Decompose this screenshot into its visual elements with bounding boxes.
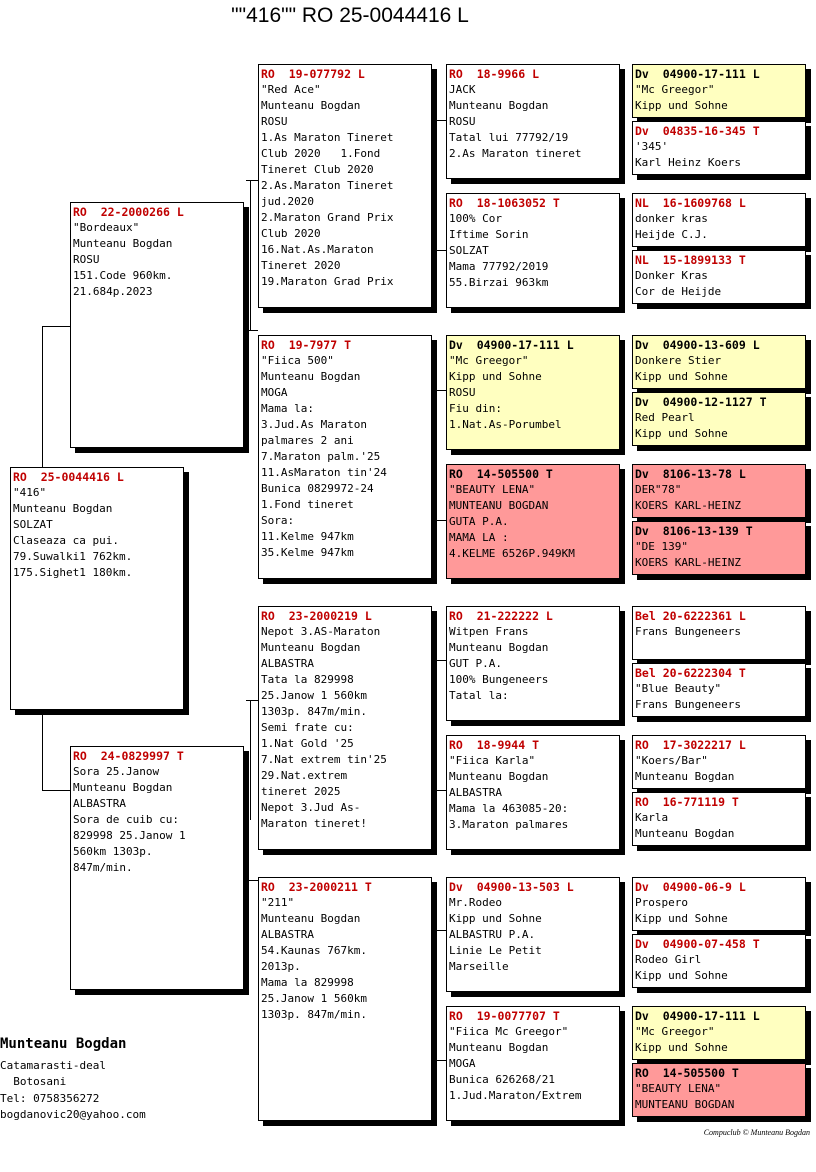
bird-info-line: Kipp und Sohne bbox=[635, 912, 728, 925]
ring-number: Dv 04900-12-1127 T bbox=[635, 395, 767, 409]
g4-card bbox=[632, 735, 806, 789]
ring-number: Dv 04900-17-111 L bbox=[449, 338, 574, 352]
g4-card bbox=[632, 521, 806, 575]
ring-number: RO 23-2000211 T bbox=[261, 880, 372, 894]
g4-card bbox=[632, 335, 806, 389]
bird-info-line: Munteanu Bogdan bbox=[449, 1041, 549, 1054]
ring-number: Dv 04835-16-345 T bbox=[635, 124, 760, 138]
bird-info-line: 847m/min. bbox=[73, 861, 133, 874]
bird-info-line: 829998 25.Janow 1 bbox=[73, 829, 186, 842]
bird-info-line: Tata la 829998 bbox=[261, 673, 354, 686]
sdd-card bbox=[446, 464, 620, 579]
bird-info-line: tineret 2025 bbox=[261, 785, 341, 798]
bird-info-line: Fiu din: bbox=[449, 402, 502, 415]
bird-info-line: ROSU bbox=[73, 253, 100, 266]
bird-info-line: 1303p. 847m/min. bbox=[261, 1008, 367, 1021]
bird-info-line: Frans Bungeneers bbox=[635, 698, 741, 711]
connector bbox=[246, 180, 258, 181]
bird-info-line: "Mc Greegor" bbox=[449, 354, 529, 367]
bird-info-line: Maraton tineret! bbox=[261, 817, 367, 830]
bird-info-line: Kipp und Sohne bbox=[635, 99, 728, 112]
bird-info-line: SOLZAT bbox=[13, 518, 53, 531]
bird-info-line: "416" bbox=[13, 486, 47, 499]
bird-info-line: ROSU bbox=[449, 386, 476, 399]
bird-info-line: Tineret 2020 bbox=[261, 259, 341, 272]
bird-info-line: "BEAUTY LENA" bbox=[635, 1082, 722, 1095]
g4-card bbox=[632, 121, 806, 175]
g4-card bbox=[632, 792, 806, 846]
ring-number: RO 19-077792 L bbox=[261, 67, 365, 81]
bird-info-line: Munteanu Bogdan bbox=[73, 781, 173, 794]
bird-info-line: 7.Maraton palm.'25 bbox=[261, 450, 381, 463]
connector bbox=[246, 880, 258, 881]
bird-info-line: 3.Maraton palmares bbox=[449, 818, 569, 831]
bird-info-line: 79.Suwalki1 762km. bbox=[13, 550, 133, 563]
footer-credit: Compuclub © Munteanu Bogdan bbox=[703, 1128, 810, 1137]
bird-info-line: 1.Jud.Maraton/Extrem bbox=[449, 1089, 582, 1102]
bird-info-line: Kipp und Sohne bbox=[449, 912, 542, 925]
ring-number: RO 25-0044416 L bbox=[13, 470, 124, 484]
bird-info-line: "Mc Greegor" bbox=[635, 83, 715, 96]
bird-info-line: KOERS KARL-HEINZ bbox=[635, 499, 741, 512]
ring-number: Bel 20-6222304 T bbox=[635, 666, 746, 680]
connector bbox=[42, 326, 70, 327]
connector bbox=[436, 930, 446, 931]
bird-info-line: 25.Janow 1 560km bbox=[261, 992, 367, 1005]
bird-info-line: Iftime Sorin bbox=[449, 228, 529, 241]
ring-number: NL 16-1609768 L bbox=[635, 196, 746, 210]
sds-card bbox=[446, 335, 620, 450]
bird-info-line: Donkere Stier bbox=[635, 354, 722, 367]
bird-info-line: Munteanu Bogdan bbox=[635, 770, 735, 783]
g4-card bbox=[632, 64, 806, 118]
bird-info-line: 2.Maraton Grand Prix bbox=[261, 211, 394, 224]
bird-info-line: Munteanu Bogdan bbox=[261, 912, 361, 925]
bird-info-line: GUTA P.A. bbox=[449, 515, 509, 528]
bird-info-line: 2.As.Maraton Tineret bbox=[261, 179, 394, 192]
bird-info-line: Heijde C.J. bbox=[635, 228, 708, 241]
bird-info-line: "211" bbox=[261, 896, 295, 909]
bird-info-line: Kipp und Sohne bbox=[449, 370, 542, 383]
owner-address-line: Botosani bbox=[0, 1075, 67, 1088]
bird-info-line: Semi frate cu: bbox=[261, 721, 354, 734]
bird-info-line: "DE 139" bbox=[635, 540, 688, 553]
ssd-card bbox=[446, 193, 620, 308]
bird-info-line: KOERS KARL-HEINZ bbox=[635, 556, 741, 569]
bird-info-line: 7.Nat extrem tin'25 bbox=[261, 753, 387, 766]
ring-number: Dv 04900-13-609 L bbox=[635, 338, 760, 352]
connector bbox=[436, 1060, 446, 1061]
ring-number: RO 14-505500 T bbox=[635, 1066, 739, 1080]
bird-info-line: Tatal lui 77792/19 bbox=[449, 131, 569, 144]
bird-info-line: Red Pearl bbox=[635, 411, 695, 424]
g4-card bbox=[632, 464, 806, 518]
bird-info-line: 25.Janow 1 560km bbox=[261, 689, 367, 702]
bird-info-line: MOGA bbox=[449, 1057, 476, 1070]
ring-number: NL 15-1899133 T bbox=[635, 253, 746, 267]
owner-address-line: Catamarasti-deal bbox=[0, 1059, 106, 1072]
g4-card bbox=[632, 392, 806, 446]
owner-phone: Tel: 0758356272 bbox=[0, 1092, 100, 1105]
bird-info-line: Sora: bbox=[261, 514, 295, 527]
bird-info-line: ALBASTRA bbox=[449, 786, 502, 799]
bird-info-line: Munteanu Bogdan bbox=[13, 502, 113, 515]
bird-info-line: "Fiica Mc Greegor" bbox=[449, 1025, 569, 1038]
bird-info-line: 2013p. bbox=[261, 960, 301, 973]
ring-number: Dv 04900-06-9 L bbox=[635, 880, 746, 894]
bird-info-line: 55.Birzai 963km bbox=[449, 276, 549, 289]
bird-info-line: Sora de cuib cu: bbox=[73, 813, 179, 826]
bird-info-line: Donker Kras bbox=[635, 269, 708, 282]
bird-info-line: "Fiica Karla" bbox=[449, 754, 536, 767]
bird-info-line: Mama la 829998 bbox=[261, 976, 354, 989]
ring-number: Dv 04900-07-458 T bbox=[635, 937, 760, 951]
bird-info-line: 11.AsMaraton tin'24 bbox=[261, 466, 387, 479]
bird-info-line: Marseille bbox=[449, 960, 509, 973]
bird-info-line: 151.Code 960km. bbox=[73, 269, 173, 282]
bird-info-line: ALBASTRA bbox=[261, 928, 314, 941]
bird-info-line: MAMA LA : bbox=[449, 531, 509, 544]
bird-info-line: Munteanu Bogdan bbox=[261, 370, 361, 383]
bird-info-line: Kipp und Sohne bbox=[635, 969, 728, 982]
bird-info-line: Nepot 3.Jud As- bbox=[261, 801, 361, 814]
bird-info-line: ROSU bbox=[261, 115, 288, 128]
connector bbox=[42, 710, 43, 790]
g4-card bbox=[632, 193, 806, 247]
bird-info-line: palmares 2 ani bbox=[261, 434, 354, 447]
bird-info-line: 2.As Maraton tineret bbox=[449, 147, 582, 160]
bird-info-line: Cor de Heijde bbox=[635, 285, 722, 298]
ring-number: RO 21-222222 L bbox=[449, 609, 553, 623]
bird-info-line: GUT P.A. bbox=[449, 657, 502, 670]
bird-info-line: Rodeo Girl bbox=[635, 953, 702, 966]
bird-info-line: "Red Ace" bbox=[261, 83, 321, 96]
ring-number: RO 24-0829997 T bbox=[73, 749, 184, 763]
ring-number: Dv 04900-17-111 L bbox=[635, 1009, 760, 1023]
bird-info-line: MOGA bbox=[261, 386, 288, 399]
bird-info-line: Nepot 3.AS-Maraton bbox=[261, 625, 381, 638]
bird-info-line: JACK bbox=[449, 83, 476, 96]
bird-info-line: Claseaza ca pui. bbox=[13, 534, 119, 547]
g4-card bbox=[632, 250, 806, 304]
connector bbox=[246, 700, 258, 701]
ring-number: Dv 04900-13-503 L bbox=[449, 880, 574, 894]
bird-info-line: 100% Cor bbox=[449, 212, 502, 225]
bird-info-line: DER"78" bbox=[635, 483, 682, 496]
bird-info-line: 35.Kelme 947km bbox=[261, 546, 354, 559]
bird-info-line: Munteanu Bogdan bbox=[261, 99, 361, 112]
g4-card bbox=[632, 934, 806, 988]
bird-info-line: 560km 1303p. bbox=[73, 845, 153, 858]
dss-card bbox=[446, 606, 620, 721]
bird-info-line: Frans Bungeneers bbox=[635, 625, 741, 638]
bird-info-line: 16.Nat.As.Maraton bbox=[261, 243, 374, 256]
connector bbox=[436, 520, 446, 521]
bird-info-line: '345' bbox=[635, 140, 669, 153]
subject-bird-card bbox=[10, 467, 184, 710]
ring-number: Dv 04900-17-111 L bbox=[635, 67, 760, 81]
dds-card bbox=[446, 877, 620, 992]
ring-number: RO 22-2000266 L bbox=[73, 205, 184, 219]
connector bbox=[250, 700, 251, 820]
bird-info-line: "Bordeaux" bbox=[73, 221, 140, 234]
bird-info-line: Mama la: bbox=[261, 402, 314, 415]
bird-info-line: Prospero bbox=[635, 896, 688, 909]
ring-number: RO 14-505500 T bbox=[449, 467, 553, 481]
bird-info-line: SOLZAT bbox=[449, 244, 489, 257]
bird-info-line: 4.KELME 6526P.949KM bbox=[449, 547, 575, 560]
bird-info-line: MUNTEANU BOGDAN bbox=[635, 1098, 735, 1111]
bird-info-line: Kipp und Sohne bbox=[635, 427, 728, 440]
bird-info-line: ALBASTRU P.A. bbox=[449, 928, 536, 941]
connector bbox=[42, 790, 70, 791]
bird-info-line: Mama la 463085-20: bbox=[449, 802, 569, 815]
ring-number: RO 17-3022217 L bbox=[635, 738, 746, 752]
bird-info-line: MUNTEANU BOGDAN bbox=[449, 499, 549, 512]
ring-number: Bel 20-6222361 L bbox=[635, 609, 746, 623]
dam-card bbox=[70, 746, 244, 990]
bird-info-line: Karla bbox=[635, 811, 669, 824]
ring-number: RO 19-0077707 T bbox=[449, 1009, 560, 1023]
bird-info-line: donker kras bbox=[635, 212, 708, 225]
bird-info-line: Munteanu Bogdan bbox=[73, 237, 173, 250]
dsd-card bbox=[446, 735, 620, 850]
g4-card bbox=[632, 1006, 806, 1060]
owner-name: Munteanu Bogdan bbox=[0, 1036, 127, 1052]
bird-info-line: 21.684p.2023 bbox=[73, 285, 153, 298]
bird-info-line: "Fiica 500" bbox=[261, 354, 334, 367]
connector bbox=[436, 790, 446, 791]
bird-info-line: ROSU bbox=[449, 115, 476, 128]
ring-number: RO 23-2000219 L bbox=[261, 609, 372, 623]
bird-info-line: Kipp und Sohne bbox=[635, 370, 728, 383]
sire-sire-card bbox=[258, 64, 432, 308]
bird-info-line: 19.Maraton Grad Prix bbox=[261, 275, 394, 288]
bird-info-line: "Mc Greegor" bbox=[635, 1025, 715, 1038]
bird-info-line: Munteanu Bogdan bbox=[261, 641, 361, 654]
connector bbox=[246, 330, 258, 331]
connector bbox=[436, 250, 446, 251]
ring-number: Dv 8106-13-139 T bbox=[635, 524, 753, 538]
sss-card bbox=[446, 64, 620, 179]
bird-info-line: 54.Kaunas 767km. bbox=[261, 944, 367, 957]
bird-info-line: Munteanu Bogdan bbox=[449, 99, 549, 112]
dam-dam-card bbox=[258, 877, 432, 1121]
bird-info-line: Tatal la: bbox=[449, 689, 509, 702]
bird-info-line: 11.Kelme 947km bbox=[261, 530, 354, 543]
bird-info-line: 3.Jud.As Maraton bbox=[261, 418, 367, 431]
bird-info-line: ALBASTRA bbox=[73, 797, 126, 810]
bird-info-line: Club 2020 bbox=[261, 227, 321, 240]
ring-number: RO 18-9944 T bbox=[449, 738, 540, 752]
connector bbox=[42, 326, 43, 468]
bird-info-line: Tineret Club 2020 bbox=[261, 163, 374, 176]
sire-card bbox=[70, 202, 244, 448]
g4-card bbox=[632, 877, 806, 931]
ring-number: RO 16-771119 T bbox=[635, 795, 739, 809]
connector bbox=[436, 660, 446, 661]
bird-info-line: 100% Bungeneers bbox=[449, 673, 549, 686]
ring-number: RO 18-1063052 T bbox=[449, 196, 560, 210]
bird-info-line: Sora 25.Janow bbox=[73, 765, 160, 778]
ring-number: RO 18-9966 L bbox=[449, 67, 540, 81]
sire-dam-card bbox=[258, 335, 432, 579]
bird-info-line: Munteanu Bogdan bbox=[635, 827, 735, 840]
bird-info-line: "Blue Beauty" bbox=[635, 682, 722, 695]
g4-card bbox=[632, 663, 806, 717]
bird-info-line: Kipp und Sohne bbox=[635, 1041, 728, 1054]
g4-card bbox=[632, 1063, 806, 1117]
bird-info-line: Mama 77792/2019 bbox=[449, 260, 549, 273]
bird-info-line: 1303p. 847m/min. bbox=[261, 705, 367, 718]
bird-info-line: "BEAUTY LENA" bbox=[449, 483, 536, 496]
bird-info-line: Karl Heinz Koers bbox=[635, 156, 741, 169]
bird-info-line: 1.As Maraton Tineret bbox=[261, 131, 394, 144]
ring-number: Dv 8106-13-78 L bbox=[635, 467, 746, 481]
bird-info-line: 1.Nat.As-Porumbel bbox=[449, 418, 562, 431]
bird-info-line: ALBASTRA bbox=[261, 657, 314, 670]
connector bbox=[436, 390, 446, 391]
bird-info-line: 1.Fond tineret bbox=[261, 498, 354, 511]
bird-info-line: Bunica 626268/21 bbox=[449, 1073, 555, 1086]
bird-info-line: Munteanu Bogdan bbox=[449, 641, 549, 654]
bird-info-line: Witpen Frans bbox=[449, 625, 529, 638]
ring-number: RO 19-7977 T bbox=[261, 338, 352, 352]
pedigree-title: ""416"" RO 25-0044416 L bbox=[231, 4, 469, 27]
bird-info-line: Bunica 0829972-24 bbox=[261, 482, 374, 495]
bird-info-line: 29.Nat.extrem bbox=[261, 769, 348, 782]
bird-info-line: 175.Sighet1 180km. bbox=[13, 566, 133, 579]
connector bbox=[250, 180, 251, 330]
ddd-card bbox=[446, 1006, 620, 1121]
bird-info-line: jud.2020 bbox=[261, 195, 314, 208]
bird-info-line: "Koers/Bar" bbox=[635, 754, 708, 767]
owner-email: bogdanovic20@yahoo.com bbox=[0, 1108, 146, 1121]
g4-card bbox=[632, 606, 806, 660]
dam-sire-card bbox=[258, 606, 432, 850]
bird-info-line: Linie Le Petit bbox=[449, 944, 542, 957]
bird-info-line: Munteanu Bogdan bbox=[449, 770, 549, 783]
bird-info-line: 1.Nat Gold '25 bbox=[261, 737, 354, 750]
bird-info-line: Club 2020 1.Fond bbox=[261, 147, 381, 160]
bird-info-line: Mr.Rodeo bbox=[449, 896, 502, 909]
connector bbox=[436, 120, 446, 121]
